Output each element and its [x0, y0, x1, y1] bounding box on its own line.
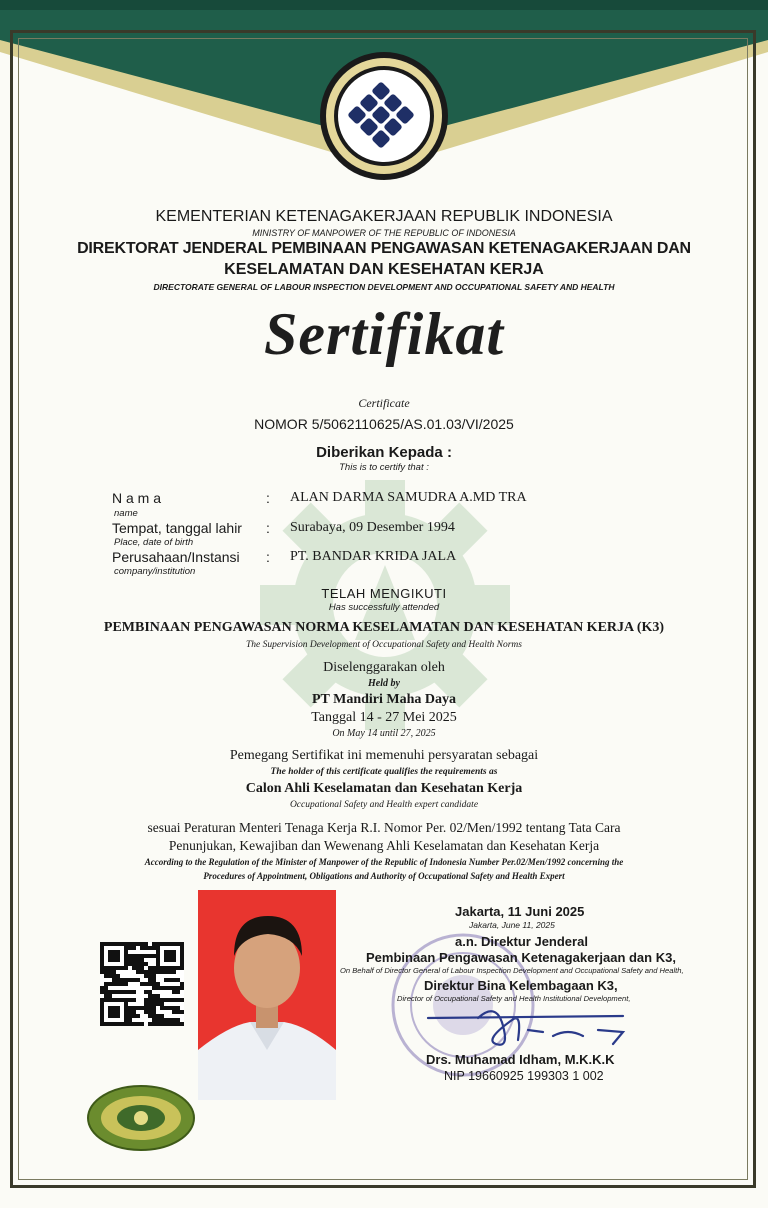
signer-nip: NIP 19660925 199303 1 002 — [444, 1069, 604, 1083]
regulation-line1: sesuai Peraturan Menteri Tenaga Kerja R.I. Nomor Per. 02/Men/1992 tentang Tata Cara — [147, 820, 621, 835]
directorate-title-line1: DIREKTORAT JENDERAL PEMBINAAN PENGAWASAN KETENAGAKERJAAN DAN — [77, 240, 691, 257]
qualification-text: Pemegang Sertifikat ini memenuhi persyaratan sebagai — [229, 748, 539, 763]
regulation-line2: Penunjukan, Kewajiban dan Wewenang Ahli Keselamatan dan Kesehatan Kerja — [168, 838, 600, 853]
organizer-label: Diselenggarakan oleh — [323, 660, 445, 675]
sign-place-date: Jakarta, 11 Juni 2025 — [455, 904, 585, 919]
ministry-title: KEMENTERIAN KETENAGAKERJAAN REPUBLIK INDONESIA — [155, 208, 613, 225]
organizer-name: PT Mandiri Maha Daya — [311, 692, 457, 707]
handwritten-signature-icon — [418, 1000, 638, 1060]
ministry-title-en: MINISTRY OF MANPOWER OF THE REPUBLIC OF INDONESIA — [252, 228, 516, 238]
regulation-en-line2: Procedures of Appointment, Obligations and Authority of Occupational Safety and Health Expert — [203, 871, 565, 881]
training-date-en: On May 14 until 27, 2025 — [332, 728, 436, 739]
regulation-en-line1: According to the Regulation of the Minister of Manpower of the Republic of Indonesia Number Per.02/Men/1992 concerning the — [144, 857, 624, 867]
birth-value: Surabaya, 09 Desember 1994 — [290, 520, 455, 535]
given-to-label-en: This is to certify that : — [339, 462, 429, 473]
directorate-title-en: DIRECTORATE GENERAL OF LABOUR INSPECTION DEVELOPMENT AND OCCUPATIONAL SAFETY AND HEALTH — [153, 282, 615, 292]
qualification-role: Calon Ahli Keselamatan dan Kesehatan Kerja — [245, 781, 523, 796]
name-value: ALAN DARMA SAMUDRA A.MD TRA — [290, 490, 527, 505]
sign-director-en: Director of Occupational Safety and Health Institutional Development, — [397, 994, 631, 1003]
sign-on-behalf: a.n. Direktur Jenderal — [455, 934, 588, 949]
qualification-text-en: The holder of this certificate qualifies the requirements as — [270, 767, 498, 777]
holder-photo — [198, 890, 336, 1100]
company-colon: : — [266, 549, 270, 565]
ministry-logo-icon — [318, 50, 450, 182]
training-date: Tanggal 14 - 27 Mei 2025 — [311, 710, 457, 725]
birth-label: Tempat, tanggal lahir — [112, 520, 242, 536]
sign-place-date-en: Jakarta, June 11, 2025 — [469, 920, 555, 930]
qualification-role-en: Occupational Safety and Health expert candidate — [289, 800, 479, 810]
birth-colon: : — [266, 520, 270, 536]
company-label: Perusahaan/Instansi — [112, 549, 240, 565]
certificate-subtitle: Certificate — [358, 396, 410, 410]
birth-label-en: Place, date of birth — [114, 537, 194, 548]
attended-label: TELAH MENGIKUTI — [321, 586, 447, 601]
attended-label-en: Has successfully attended — [328, 602, 440, 613]
organizer-label-en: Held by — [368, 678, 400, 689]
company-value: PT. BANDAR KRIDA JALA — [290, 549, 457, 564]
directorate-title-line2: KESELAMATAN DAN KESEHATAN KERJA — [224, 261, 544, 278]
given-to-label: Diberikan Kepada : — [316, 444, 452, 461]
certificate-title: Sertifikat — [263, 301, 504, 367]
program-title: PEMBINAAN PENGAWASAN NORMA KESELAMATAN DAN KESEHATAN KERJA (K3) — [103, 620, 665, 635]
hologram-seal-icon — [86, 1084, 196, 1152]
qr-code-icon — [100, 942, 184, 1026]
name-label: N a m a — [112, 490, 162, 506]
name-colon: : — [266, 490, 270, 506]
sign-director: Direktur Bina Kelembagaan K3, — [424, 978, 618, 993]
sign-office: Pembinaan Pengawasan Ketenagakerjaan dan K3, — [366, 950, 676, 965]
certificate-number: NOMOR 5/5062110625/AS.01.03/VI/2025 — [254, 416, 514, 432]
company-label-en: company/institution — [114, 566, 196, 577]
name-label-en: name — [114, 508, 138, 519]
sign-office-en: On Behalf of Director General of Labour Inspection Development and Occupational Safety and Health, — [340, 966, 684, 975]
program-title-en: The Supervision Development of Occupational Safety and Health Norms — [246, 640, 522, 650]
signer-name: Drs. Muhamad Idham, M.K.K.K — [426, 1052, 615, 1067]
